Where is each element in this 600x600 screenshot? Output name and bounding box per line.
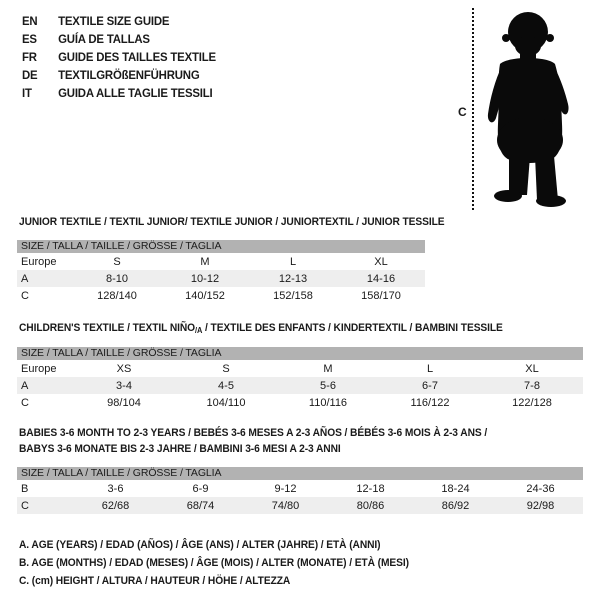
size-cell: 74/80 [271, 499, 300, 512]
size-cell: 110/116 [308, 396, 348, 409]
language-code: DE [22, 68, 38, 82]
language-row-it [22, 84, 216, 102]
row-label: Europe [21, 255, 57, 268]
table-row-c [17, 287, 425, 304]
row-label: C [21, 396, 29, 409]
baby-figure [450, 0, 600, 215]
size-cell: 128/140 [97, 289, 137, 302]
row-label: B [21, 482, 29, 495]
language-row-de [22, 66, 216, 84]
row-label: C [21, 499, 29, 512]
row-label: C [21, 289, 29, 302]
size-cell: 3-4 [116, 379, 132, 392]
size-cell: 68/74 [186, 499, 215, 512]
junior-table-rows [17, 253, 425, 304]
size-cell: 7-8 [524, 379, 540, 392]
size-cell: 98/104 [107, 396, 141, 409]
row-label: A [21, 272, 29, 285]
legend-line-height: C. (cm) HEIGHT / ALTURA / HAUTEUR / HÖHE / ALTEZZA [19, 575, 291, 587]
language-code: IT [22, 86, 32, 100]
language-row-es [22, 30, 216, 48]
table-row-a [17, 270, 425, 287]
size-cell: 92/98 [526, 499, 555, 512]
size-cell: XL [374, 255, 388, 268]
size-cell: XS [116, 362, 132, 375]
size-cell: 152/158 [273, 289, 313, 302]
size-cell: 10-12 [190, 272, 220, 285]
size-cell: 14-16 [366, 272, 396, 285]
size-cell: 5-6 [320, 379, 336, 392]
junior-table-title [19, 216, 445, 228]
language-code: ES [22, 32, 37, 46]
title-text: CHILDREN'S TEXTILE / TEXTIL NIÑO [19, 322, 196, 334]
size-cell: 4-5 [218, 379, 234, 392]
table-row-a [17, 377, 583, 394]
size-cell: L [289, 255, 297, 268]
baby-silhouette-icon [478, 4, 582, 212]
size-cell: 62/68 [101, 499, 130, 512]
table-row-c [17, 497, 583, 514]
row-label: Europe [21, 362, 57, 375]
size-cell: 9-12 [274, 482, 297, 495]
legend-line-age-months: B. AGE (MONTHS) / EDAD (MESES) / ÂGE (MOIS) / ALTER (MONATE) / ETÀ (MESI) [19, 557, 409, 569]
size-cell: 80/86 [356, 499, 385, 512]
children-table-rows [17, 360, 583, 411]
height-marker-label: C [458, 105, 467, 119]
size-cell: 6-9 [192, 482, 209, 495]
title-subscript: /A [195, 326, 203, 335]
size-cell: 6-7 [422, 379, 438, 392]
size-cell: 18-24 [441, 482, 470, 495]
language-label: TEXTILGRÖßENFÜHRUNG [58, 68, 200, 82]
size-header-bar: SIZE / TALLA / TAILLE / GRÖSSE / TAGLIA [17, 240, 425, 253]
babies-size-table [17, 467, 583, 514]
size-cell: M [200, 255, 210, 268]
size-cell: 24-36 [526, 482, 555, 495]
legend-line-age-years: A. AGE (YEARS) / EDAD (AÑOS) / ÂGE (ANS) / ALTER (JAHRE) / ETÀ (ANNI) [19, 539, 381, 551]
size-cell: 8-10 [105, 272, 129, 285]
size-cell: S [113, 255, 121, 268]
language-label: GUIDE DES TAILLES TEXTILE [58, 50, 216, 64]
size-header-bar: SIZE / TALLA / TAILLE / GRÖSSE / TAGLIA [17, 467, 583, 480]
babies-table-title [19, 425, 487, 457]
title-text-line-2: BABYS 3-6 MONATE BIS 2-3 JAHRE / BAMBINI 3-6 MESI A 2-3 ANNI [19, 443, 341, 455]
size-cell: XL [525, 362, 539, 375]
table-row-b [17, 480, 583, 497]
size-cell: L [426, 362, 434, 375]
size-cell: 158/170 [361, 289, 401, 302]
size-cell: 140/152 [185, 289, 225, 302]
language-row-en [22, 12, 216, 30]
babies-table-rows [17, 480, 583, 514]
size-cell: 3-6 [107, 482, 124, 495]
language-row-fr [22, 48, 216, 66]
size-cell: 104/110 [206, 396, 246, 409]
size-cell: 122/128 [512, 396, 552, 409]
language-label: TEXTILE SIZE GUIDE [58, 14, 170, 28]
language-code: FR [22, 50, 37, 64]
table-row-europe [17, 360, 583, 377]
language-list [22, 12, 226, 102]
language-label: GUÍA DE TALLAS [58, 32, 150, 46]
legend [19, 536, 438, 590]
children-size-table [17, 347, 583, 411]
size-cell: M [323, 362, 333, 375]
junior-size-table [17, 240, 425, 304]
size-cell: 116/122 [410, 396, 450, 409]
height-measure-line [472, 8, 474, 210]
size-header-bar: SIZE / TALLA / TAILLE / GRÖSSE / TAGLIA [17, 347, 583, 360]
title-text: / TEXTILE DES ENFANTS / KINDERTEXTIL / BAMBINI TESSILE [202, 322, 503, 334]
row-label: A [21, 379, 29, 392]
title-text: JUNIOR TEXTILE / TEXTIL JUNIOR/ TEXTILE JUNIOR / JUNIORTEXTIL / JUNIOR TESSILE [19, 216, 445, 228]
size-cell: S [222, 362, 230, 375]
table-row-c [17, 394, 583, 411]
size-cell: 86/92 [441, 499, 470, 512]
size-cell: 12-13 [278, 272, 308, 285]
children-table-title [19, 322, 503, 335]
title-text-line-1: BABIES 3-6 MONTH TO 2-3 YEARS / BEBÉS 3-6 MESES A 2-3 AÑOS / BÉBÉS 3-6 MOIS À 2-3 ANS / [19, 427, 488, 439]
language-code: EN [22, 14, 38, 28]
size-cell: 12-18 [356, 482, 385, 495]
table-row-europe [17, 253, 425, 270]
language-label: GUIDA ALLE TAGLIE TESSILI [58, 86, 213, 100]
